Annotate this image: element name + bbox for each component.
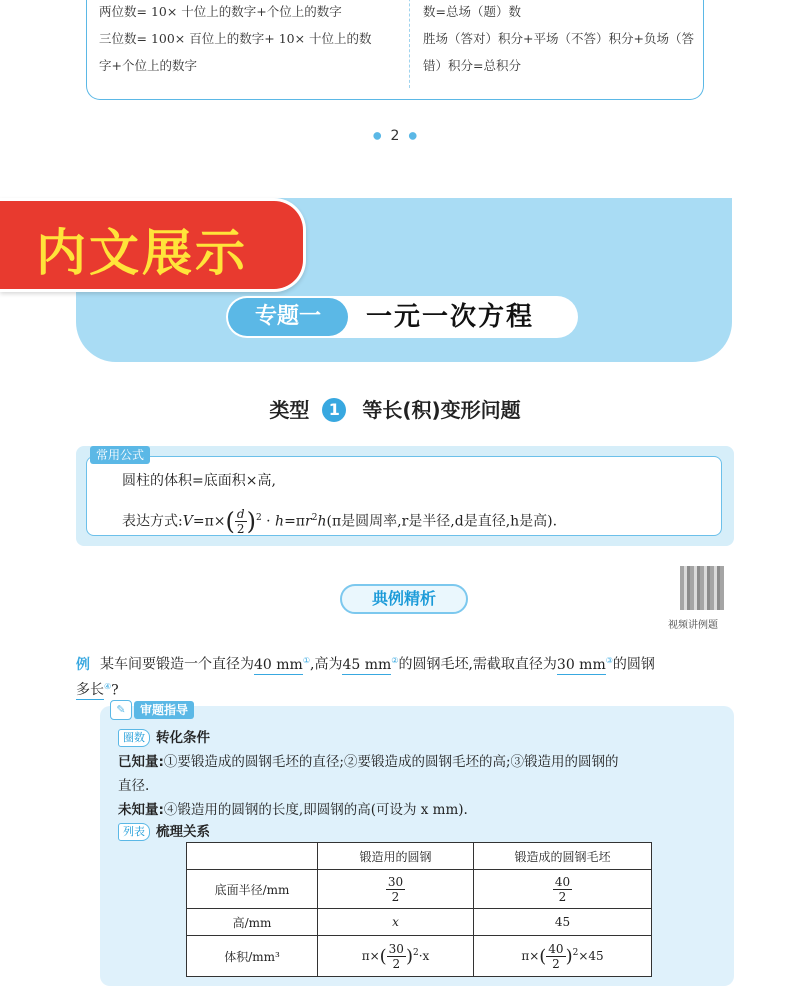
type-number-badge: 1 — [322, 398, 346, 422]
known-quantities — [118, 750, 728, 798]
step-table — [118, 820, 210, 841]
type-prefix: 类型 — [269, 398, 310, 422]
formula-expression-prefix: 表达方式: — [122, 513, 183, 530]
column-divider — [409, 0, 410, 88]
table-cell: 高/mm — [187, 909, 318, 936]
formula-line-volume: 圆柱的体积=底面积×高, — [122, 473, 276, 489]
formula-line: 字+个位上的数字 — [99, 58, 197, 73]
formula-line: 三位数= 100× 百位上的数字+ 10× 十位上的数 — [99, 31, 372, 46]
dot-icon: ● — [408, 130, 418, 142]
table-row — [187, 870, 652, 909]
unknown-quantities — [118, 798, 468, 818]
table-header — [187, 843, 318, 870]
type-title: 等长(积)变形问题 — [362, 398, 521, 422]
example-value: 40 mm — [254, 656, 303, 673]
example-value: 45 mm — [342, 656, 392, 673]
table-header: 锻造用的圆钢 — [318, 843, 474, 870]
example-text: 的圆钢毛坯,需截取直径为 — [398, 656, 557, 673]
formula-line: 数=总场（题）数 — [423, 4, 521, 19]
formula-line: 胜场（答对）积分+平场（不答）积分+负场（答 — [423, 31, 694, 46]
formula-line: 两位数= 10× 十位上的数字+个位上的数字 — [99, 4, 342, 19]
document-icon: ✎ — [110, 700, 132, 720]
promo-label — [0, 198, 306, 292]
topic-title-text: 一元一次方程 — [366, 302, 535, 332]
example-section-badge: 典例精析 — [340, 584, 468, 614]
step-convert — [118, 726, 210, 747]
formula-expression-suffix: (π是圆周率,r是半径,d是直径,h是高). — [326, 513, 558, 530]
table-cell: $\frac{40}{2}$ — [474, 870, 652, 909]
example-text: ,高为 — [310, 656, 343, 673]
table-cell: x — [318, 909, 474, 936]
formula-line: 错）积分=总积分 — [423, 58, 521, 73]
example-text: ? — [111, 682, 119, 699]
table-row — [187, 936, 652, 977]
example-text: 的圆钢 — [612, 656, 655, 673]
table-row — [187, 909, 652, 936]
step-title: 梳理关系 — [156, 824, 210, 840]
dot-icon: ● — [372, 130, 382, 142]
promo-label-text: 内文展示 — [36, 224, 248, 282]
unknown-label: 未知量: — [118, 802, 164, 818]
table-cell: π×( $\frac{40}{2}$ )$^2$×45 — [474, 936, 652, 977]
table-cell: $\frac{30}{2}$ — [318, 870, 474, 909]
page-number — [0, 128, 790, 144]
fraction: $\frac{d}{2}$ — [236, 507, 245, 537]
unknown-text: ④锻造用的圆钢的长度,即圆钢的高(可设为 x mm). — [163, 802, 468, 818]
relation-table — [186, 842, 652, 977]
formula-line-expression: 表达方式:V=π×( $\frac{d}{2}$ )$^2 \cdot h=\pi r^2h(\pi$是圆周率,r是半径,d是直径,h是高). — [122, 507, 558, 537]
known-text: 直径. — [118, 778, 150, 794]
table-cell: 体积/mm³ — [187, 936, 318, 977]
example-value: 30 mm — [556, 656, 606, 673]
example-text: 某车间要锻造一个直径为 — [100, 656, 254, 673]
step-tag: 列表 — [118, 823, 150, 841]
known-label: 已知量: — [118, 754, 164, 770]
table-cell: π×( $\frac{30}{2}$ )$^2$·x — [318, 936, 474, 977]
qr-caption: 视频讲例题 — [668, 620, 718, 631]
step-title: 转化条件 — [156, 730, 210, 746]
table-cell: 底面半径/mm — [187, 870, 318, 909]
formula-left-column — [99, 0, 389, 79]
example-problem: 例 某车间要锻造一个直径为40 mm①,高为45 mm②的圆钢毛坯,需截取直径为30 mm③的圆钢 多长④? — [76, 656, 655, 699]
formula-right-column — [423, 0, 703, 79]
known-text: ①要锻造成的圆钢毛坯的直径;②要锻造成的圆钢毛坯的高;③锻造用的圆钢的 — [163, 754, 619, 770]
formula-reference-box — [86, 0, 704, 100]
guidance-tag-label: 审题指导 — [134, 701, 194, 719]
step-tag: 圈数 — [118, 729, 150, 747]
qr-code-icon[interactable] — [680, 566, 724, 610]
guidance-tag — [110, 700, 194, 720]
table-cell: 45 — [474, 909, 652, 936]
topic-title — [226, 296, 578, 338]
example-value: 多长 — [76, 682, 104, 699]
example-label: 例 — [76, 656, 90, 673]
type-heading — [0, 394, 790, 423]
page-number-text: 2 — [390, 128, 400, 144]
table-header: 锻造成的圆钢毛坯 — [474, 843, 652, 870]
topic-tag: 专题一 — [228, 298, 348, 336]
formula-tag: 常用公式 — [90, 446, 150, 464]
